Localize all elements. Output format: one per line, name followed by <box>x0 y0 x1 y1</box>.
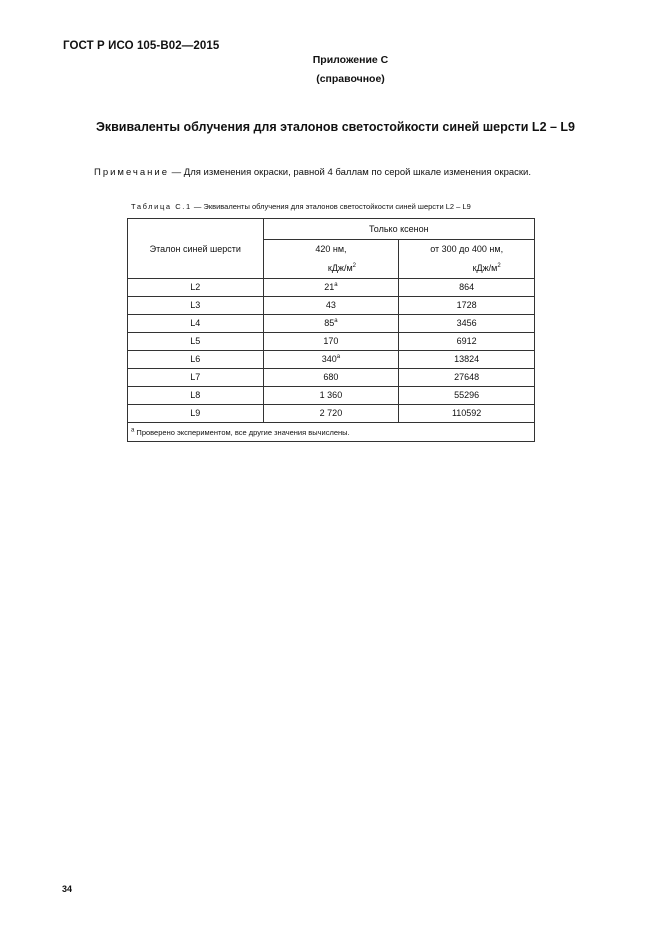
cell-300-400: 3456 <box>399 315 535 333</box>
note <box>94 167 531 178</box>
table-row <box>128 297 535 315</box>
cell-etalon: L7 <box>128 369 264 387</box>
cell-420: 680 <box>263 369 399 387</box>
header-300-400nm-line1: от 300 до 400 нм, <box>430 244 504 254</box>
header-420nm <box>263 240 399 279</box>
cell-420: 85$^a$ <box>263 315 399 333</box>
cell-300-400: 6912 <box>399 333 535 351</box>
header-420nm-line1: 420 нм, <box>315 244 347 254</box>
table-row <box>128 279 535 297</box>
note-text: — Для изменения окраски, равной 4 баллам по серой шкале изменения окраски. <box>169 167 531 178</box>
table-caption <box>131 202 471 211</box>
cell-300-400: 864 <box>399 279 535 297</box>
appendix-title: Приложение С <box>312 54 389 66</box>
footnote-mark: a <box>131 427 135 433</box>
header-300-400nm <box>399 240 535 279</box>
table-caption-label: Таблица С.1 <box>131 202 192 211</box>
document-header: ГОСТ Р ИСО 105-В02—2015 <box>63 40 220 52</box>
table-footnote-row <box>128 423 535 442</box>
cell-etalon: L9 <box>128 405 264 423</box>
table-row <box>128 351 535 369</box>
cell-420: 2 720 <box>263 405 399 423</box>
cell-420: 21$^a$ <box>263 279 399 297</box>
table-row <box>128 405 535 423</box>
table-row <box>128 333 535 351</box>
appendix-subtitle: (справочное) <box>316 73 385 85</box>
header-etalon: Эталон синей шерсти <box>128 219 264 279</box>
cell-300-400: 27648 <box>399 369 535 387</box>
cell-420: 1 360 <box>263 387 399 405</box>
header-xenon-only: Только ксенон <box>263 219 534 240</box>
equivalents-table <box>127 218 535 442</box>
cell-etalon: L2 <box>128 279 264 297</box>
cell-420: 43 <box>263 297 399 315</box>
cell-etalon: L5 <box>128 333 264 351</box>
header-420nm-unit: кДж/$м^2$ <box>327 263 356 273</box>
cell-420: 340$^a$ <box>263 351 399 369</box>
section-title: Эквиваленты облучения для эталонов светостойкости синей шерсти L2 – L9 <box>95 120 576 134</box>
page-number: 34 <box>62 884 73 894</box>
cell-300-400: 55296 <box>399 387 535 405</box>
table-row <box>128 315 535 333</box>
cell-420: 170 <box>263 333 399 351</box>
note-label: Примечание <box>94 167 169 178</box>
table-row <box>128 387 535 405</box>
table-row <box>128 369 535 387</box>
cell-etalon: L4 <box>128 315 264 333</box>
header-300-400nm-unit: кДж/$м^2$ <box>472 263 501 273</box>
cell-etalon: L8 <box>128 387 264 405</box>
table-caption-text: — Эквиваленты облучения для эталонов светостойкости синей шерсти L2 – L9 <box>191 202 471 211</box>
cell-300-400: 13824 <box>399 351 535 369</box>
cell-etalon: L3 <box>128 297 264 315</box>
cell-300-400: 1728 <box>399 297 535 315</box>
table-footnote <box>128 423 535 442</box>
footnote-text: Проверено экспериментом, все другие значения вычислены. <box>134 427 350 437</box>
cell-300-400: 110592 <box>399 405 535 423</box>
cell-etalon: L6 <box>128 351 264 369</box>
